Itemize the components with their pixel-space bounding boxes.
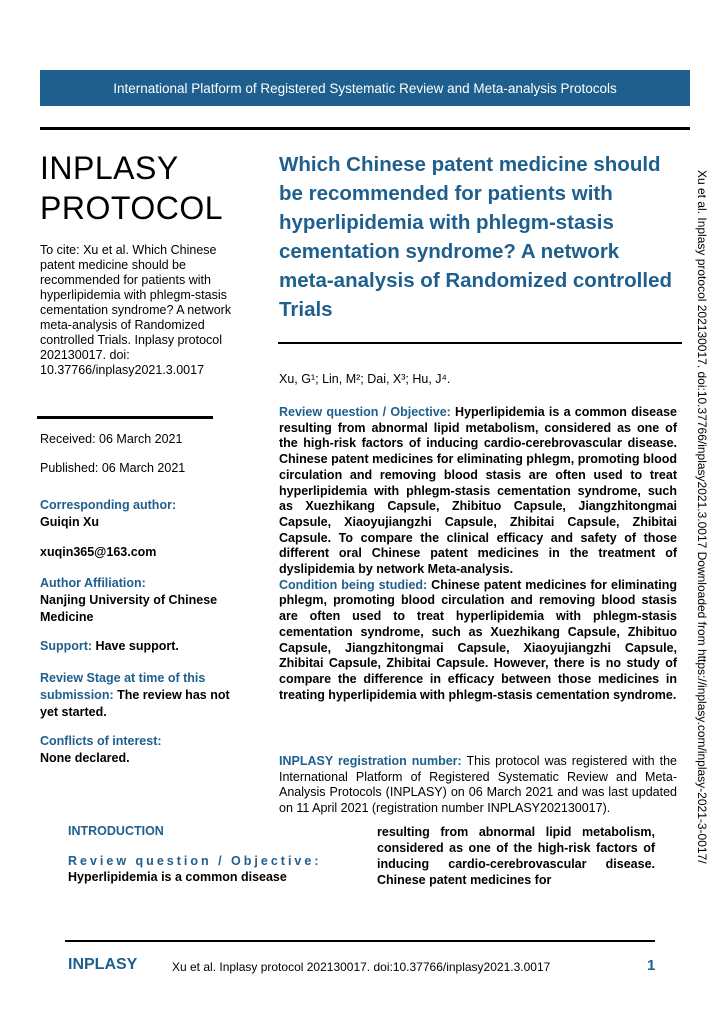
brand-protocol: PROTOCOL [40, 190, 223, 226]
review-stage [40, 670, 230, 721]
author-email: xuqin365@163.com [40, 545, 157, 559]
corresponding-label: Corresponding author: [40, 498, 177, 512]
download-note: Xu et al. Inplasy protocol 202130017. doi:10.37766/inplasy2021.3.0017 Downloaded from https://inplasy.com/inplasy-2021-3-0017/ [695, 170, 709, 864]
support-text: Have support. [92, 639, 179, 653]
introduction-right-column: resulting from abnormal lipid metabolism, considered as one of the high-risk factors of inducing cardio-cerebrovascular disease. Chinese patent medicines for [377, 825, 655, 887]
intro-left-text: Hyperlipidemia is a common disease [68, 870, 287, 884]
footer-brand: INPLASY [68, 956, 138, 973]
support-label: Support: [40, 639, 93, 653]
registration-text: This protocol was registered with the International Platform of Registered Systematic Review and Meta-Analysis Protocols (INPLASY) on 06 March 2021 and was last updated on 11 April 2021 (registration number INPLASY202130017). [279, 754, 677, 816]
conflicts-text: None declared. [40, 751, 130, 765]
corresponding-author [40, 497, 240, 531]
conflicts [40, 733, 240, 767]
support [40, 638, 240, 655]
citation-doi: 10.37766/inplasy2021.3.0017 [40, 363, 205, 377]
brand-inplasy: INPLASY [40, 150, 179, 186]
footer-citation: Xu et al. Inplasy protocol 202130017. doi:10.37766/inplasy2021.3.0017 [172, 960, 551, 974]
introduction-heading: INTRODUCTION [68, 824, 164, 838]
intro-review-question-label: Review question / Objective: [68, 854, 322, 868]
affiliation-label: Author Affiliation: [40, 576, 146, 590]
registration-label: INPLASY registration number: [279, 754, 462, 768]
left-rule [37, 416, 213, 419]
footer-rule [65, 940, 655, 942]
header-banner: International Platform of Registered Systematic Review and Meta-analysis Protocols [40, 70, 690, 106]
published-date: Published: 06 March 2021 [40, 461, 186, 475]
condition-label: Condition being studied: [279, 577, 428, 592]
title-rule [278, 342, 682, 344]
review-question [279, 405, 677, 578]
article-title: Which Chinese patent medicine should be recommended for patients with hyperlipidemia with phlegm-stasis cementation syndrome? A network meta-analysis of Randomized controlled Trials [279, 153, 672, 321]
condition-studied [279, 578, 677, 704]
review-question-text: Hyperlipidemia is a common disease resulting from abnormal lipid metabolism, considered as one of the high-risk factors of inducing cardio-cerebrovascular disease. Chinese patent medicines for eliminating phlegm, promoting blood circulation and removing blood stasis are often used to treat hyperlipidemia with phlegm-stasis cementation syndrome, such as Xuezhikang Capsule, Zhibituo Capsule, Jiangzhitongmai Capsule, Xiaoyujiangzhi Capsule, Zhibitai Capsule, Zhibitai Capsule. To compare the clinical efficacy and safety of those different oral Chinese patent medicines in the treatment of dyslipidemia by network Meta-analysis. [279, 405, 677, 577]
review-question-label: Review question / Objective: [279, 405, 451, 419]
page-number: 1 [647, 957, 656, 974]
stage-text: The review has not yet started. [40, 688, 230, 719]
abstract [279, 405, 677, 703]
citation-block [40, 243, 240, 378]
author-list: Xu, G¹; Lin, M²; Dai, X³; Hu, J⁴. [279, 372, 451, 386]
registration [279, 754, 677, 817]
stage-label: Review Stage at time of this submission: [40, 671, 206, 702]
author-affiliation [40, 575, 240, 626]
received-date: Received: 06 March 2021 [40, 432, 183, 446]
affiliation-text: Nanjing University of Chinese Medicine [40, 593, 218, 624]
introduction-left-column [68, 853, 350, 885]
conflicts-label: Conflicts of interest: [40, 734, 162, 748]
corresponding-name: Guiqin Xu [40, 515, 100, 529]
citation-text: To cite: Xu et al. Which Chinese patent medicine should be recommended for patients with hyperlipidemia with phlegm-stasis cementation syndrome? A network meta-analysis of Randomized controlled Trials. Inplasy protocol 202130017. doi: [40, 243, 232, 362]
condition-text: Chinese patent medicines for eliminating phlegm, promoting blood circulation and removing blood stasis are often used to treat hyperlipidemia with phlegm-stasis cementation syndrome, such as Xuezhikang Capsule, Zhibituo Capsule, Jiangzhitongmai Capsule, Xiaoyujiangzhi Capsule, Zhibitai Capsule, Zhibitai Capsule. However, there is no study of compare the difference in efficacy between those medicines in treating hyperlipidemia with phlegm-stasis cementation syndrome. [279, 577, 677, 702]
top-rule [40, 127, 690, 130]
